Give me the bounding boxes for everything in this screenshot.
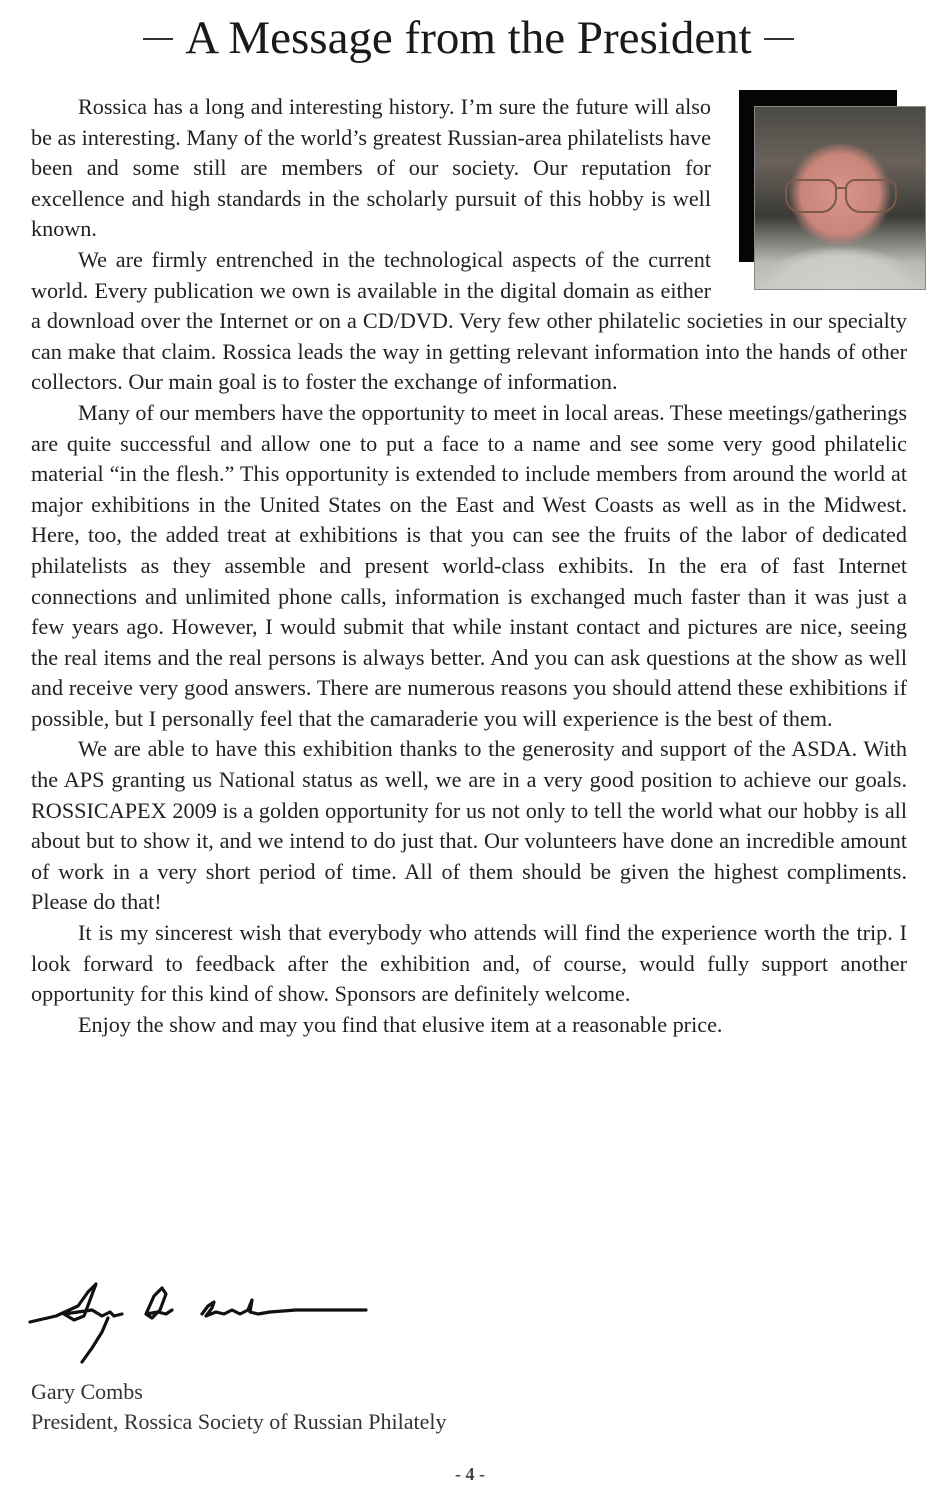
letter-body [31, 92, 907, 1040]
page-number: - 4 - [455, 1464, 485, 1484]
portrait-image [754, 106, 926, 290]
paragraph-enjoy: Enjoy the show and may you find that elusive item at a reasonable price. [78, 1011, 723, 1037]
page-title [0, 8, 937, 68]
signatory-title: President, Rossica Society of Russian Philately [31, 1409, 447, 1434]
glasses-right-lens [845, 179, 897, 213]
glasses-left-lens [785, 179, 837, 213]
signatory-name: Gary Combs [31, 1379, 143, 1404]
paragraph-meetings: Many of our members have the opportunity to meet in local areas. These meetings/gatherings are quite successful and allow one to put a face to a name and see some very good philatelic material “in the flesh.” This opportunity is extended to include members from around the world at major exhibitions in the United States on the East and West Coasts as well as in the Midwest. Here, too, the added treat at exhibitions is that you can see the fruits of the labor of dedicated philatelists as they assemble and present world-class exhibits. In the era of fast Internet connections and unlimited phone calls, information is exchanged much faster than it was just a few years ago. However, I would submit that while instant contact and pictures are nice, seeing the real items and the real persons is always better. And you can ask questions at the show as well and receive very good answers. There are numerous reasons you should attend these exhibitions if possible, but I personally feel that the camaraderie you will experience is the best of them. [31, 399, 907, 731]
paragraph-history: Rossica has a long and interesting history. I’m sure the future will also be as interesting. Many of the world’s greatest Russian-area philatelists have been and some still are members of our society. Our reputation for excellence and high standards in the scholarly pursuit of this hobby is well known. [31, 94, 711, 242]
paragraph-wish: It is my sincerest wish that everybody who attends will find the experience worth the trip. I look forward to feedback after the exhibition and, of course, would fully support another opportunity for this kind of show. Sponsors are definitely welcome. [31, 920, 907, 1007]
title-dash-right [764, 38, 794, 40]
handwritten-signature [26, 1270, 386, 1370]
paragraph-technology: We are firmly entrenched in the technological aspects of the current world. Every publication we own is available in the digital domain as either a download over the Internet or on a CD/DVD. Very few other philatelic societies in our specialty can make that claim. Rossica leads the way in getting relevant information into the hands of other collectors. Our main goal is to foster the exchange of information. [31, 246, 907, 395]
title-text: A Message from the President [185, 12, 752, 64]
paragraph-exhibition: We are able to have this exhibition thanks to the generosity and support of the ASDA. With the APS granting us National status as well, we are in a very good position to achieve our goals. ROSSICAPEX 2009 is a golden opportunity for us not only to tell the world what our hobby is all about but to show it, and we intend to do just that. Our volunteers have done an incredible amount of work in a very short period of time. All of them should be given the highest compliments. Please do that! [31, 736, 907, 915]
president-photo [725, 88, 925, 278]
title-dash-left [143, 38, 173, 40]
